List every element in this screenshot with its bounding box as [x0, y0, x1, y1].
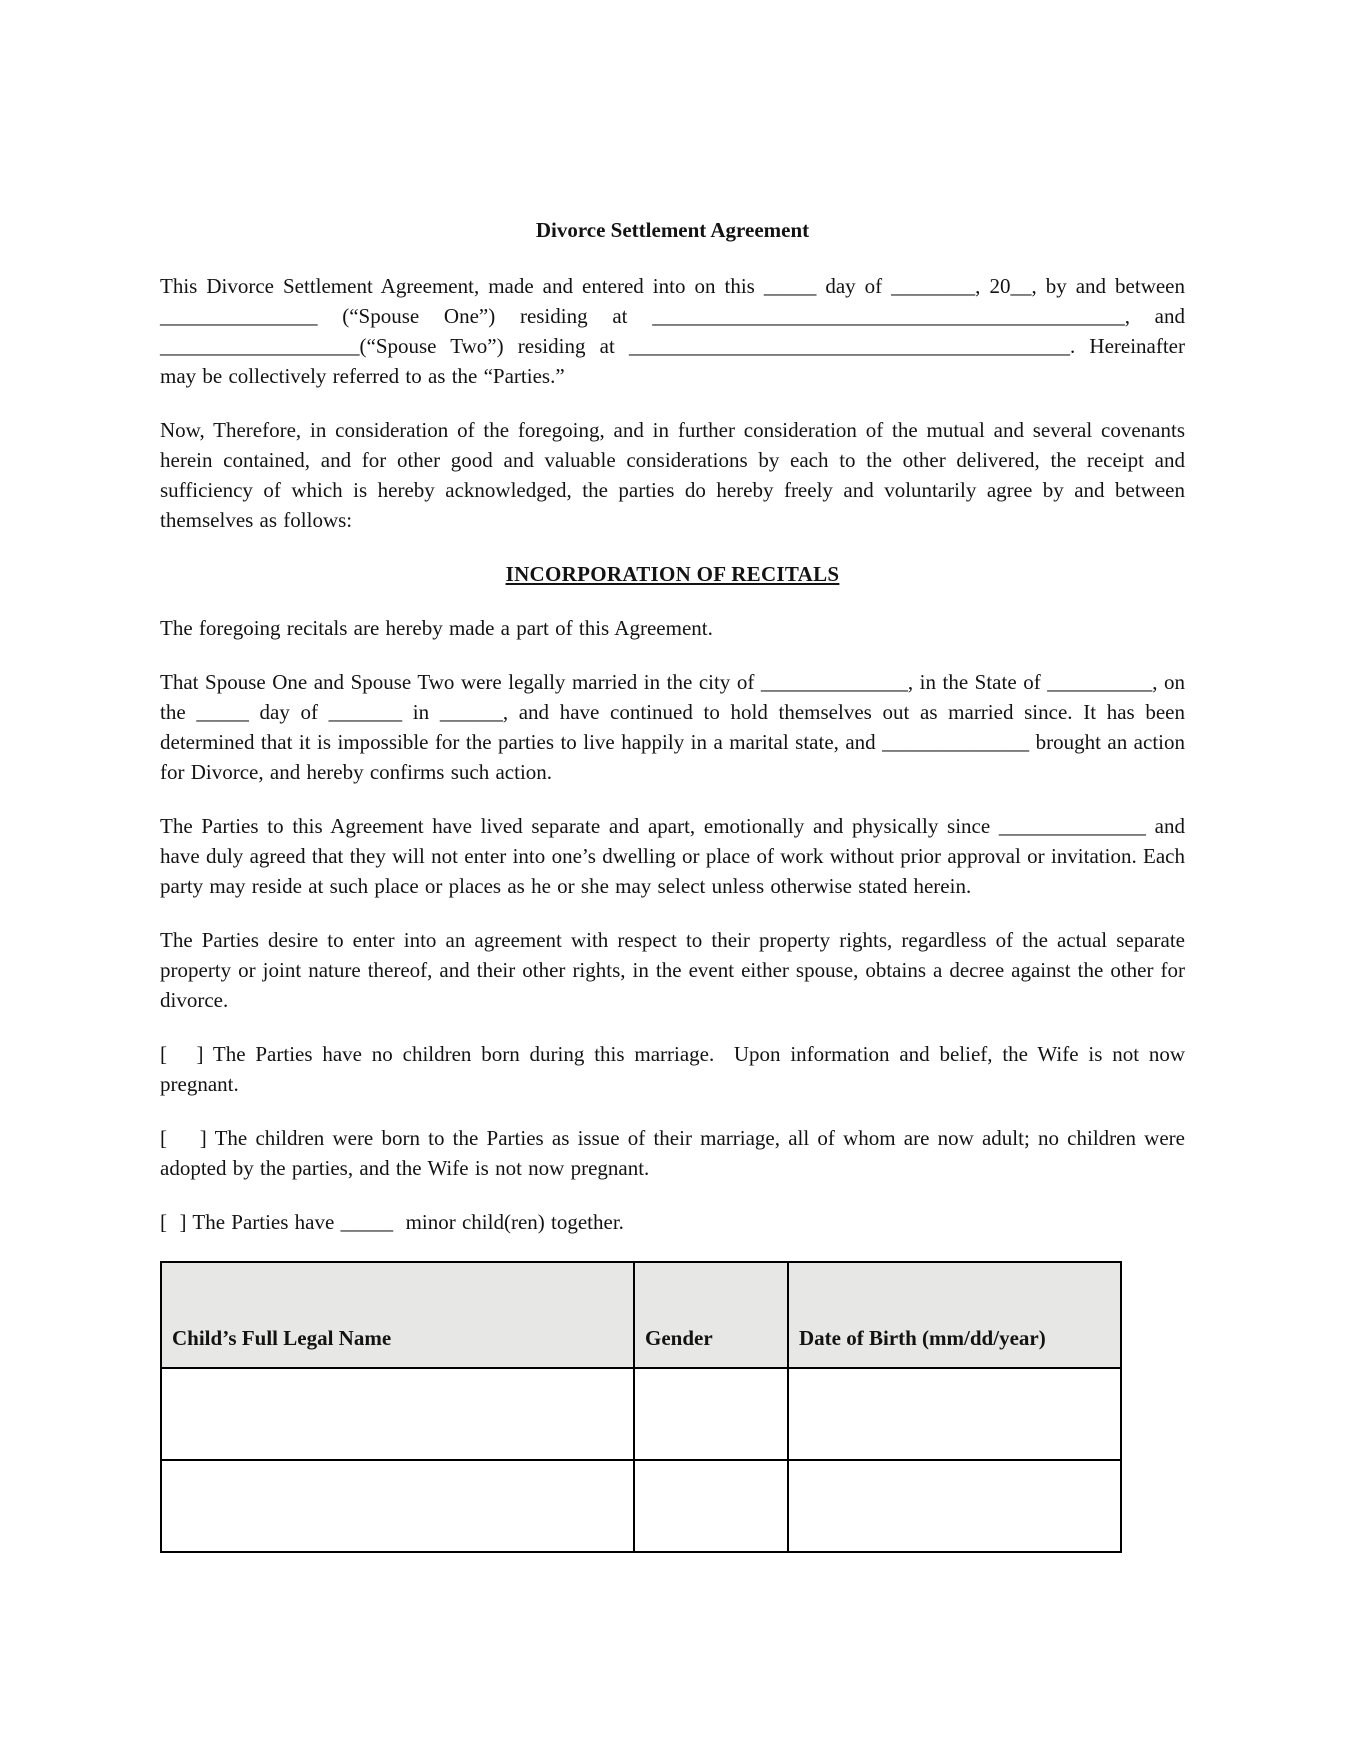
- section-heading-recitals: [160, 559, 1185, 589]
- checkbox-option-text: The Parties have _____ minor child(ren) together.: [192, 1210, 624, 1234]
- paragraph-consideration: Now, Therefore, in consideration of the foregoing, and in further consideration of the mutual and several covenants herein contained, and for other good and valuable considerations by each to the other delivered, the receipt and sufficiency of which is hereby acknowledged, the parties do hereby freely and voluntarily agree by and between themselves as follows:: [160, 418, 1185, 532]
- children-table-header-row: [161, 1262, 1121, 1368]
- children-table-row-1: [161, 1368, 1121, 1460]
- document-title: Divorce Settlement Agreement: [535, 218, 810, 242]
- date-of-birth-cell[interactable]: [788, 1368, 1121, 1460]
- section-heading-text: INCORPORATION OF RECITALS: [505, 562, 840, 586]
- checkbox-option-text: The Parties have no children born during this marriage. Upon information and belief, the Wife is not now pregnant.: [160, 1042, 1186, 1096]
- checkbox-brackets-icon[interactable]: [ ]: [160, 1042, 204, 1066]
- checkbox-brackets-icon[interactable]: [ ]: [160, 1210, 187, 1234]
- checkbox-option-adult-children: [160, 1123, 1185, 1183]
- date-of-birth-cell[interactable]: [788, 1460, 1121, 1552]
- paragraph-intro: This Divorce Settlement Agreement, made and entered into on this _____ day of ________, 20__, by and between _______________ (“Spouse One”) residing at _____________________________________________, and ___________________(“Spouse Two”) residing at __________________________________________. Hereinafter may be collectively referred to as the “Parties.”: [160, 274, 1185, 388]
- document-content: [160, 215, 1185, 1553]
- paragraph-separation: The Parties to this Agreement have lived separate and apart, emotionally and physically since ______________ and have duly agreed that they will not enter into one’s dwelling or place of work without prior approval or invitation. Each party may reside at such place or places as he or she may select unless otherwise stated herein.: [160, 814, 1185, 898]
- gender-cell[interactable]: [634, 1460, 788, 1552]
- paragraph-marriage: That Spouse One and Spouse Two were legally married in the city of ______________, in the State of __________, on the _____ day of _______ in ______, and have continued to hold themselves out as married since. It has been determined that it is impossible for the parties to live happily in a marital state, and ______________ brought an action for Divorce, and hereby confirms such action.: [160, 670, 1185, 784]
- checkbox-option-minor-children: [160, 1207, 1185, 1237]
- column-header-date-of-birth: Date of Birth (mm/dd/year): [788, 1262, 1121, 1368]
- child-name-cell[interactable]: [161, 1460, 634, 1552]
- children-table: [160, 1261, 1122, 1553]
- checkbox-option-no-children: [160, 1039, 1185, 1099]
- gender-cell[interactable]: [634, 1368, 788, 1460]
- checkbox-brackets-icon[interactable]: [ ]: [160, 1126, 207, 1150]
- column-header-child-name: Child’s Full Legal Name: [161, 1262, 634, 1368]
- checkbox-option-text: The children were born to the Parties as issue of their marriage, all of whom are now adult; no children were adopted by the parties, and the Wife is not now pregnant.: [160, 1126, 1185, 1180]
- column-header-gender: Gender: [634, 1262, 788, 1368]
- children-table-row-2: [161, 1460, 1121, 1552]
- paragraph-recitals-intro: The foregoing recitals are hereby made a part of this Agreement.: [160, 616, 713, 640]
- paragraph-property: The Parties desire to enter into an agreement with respect to their property rights, regardless of the actual separate property or joint nature thereof, and their other rights, in the event either spouse, obtains a decree against the other for divorce.: [160, 928, 1185, 1012]
- child-name-cell[interactable]: [161, 1368, 634, 1460]
